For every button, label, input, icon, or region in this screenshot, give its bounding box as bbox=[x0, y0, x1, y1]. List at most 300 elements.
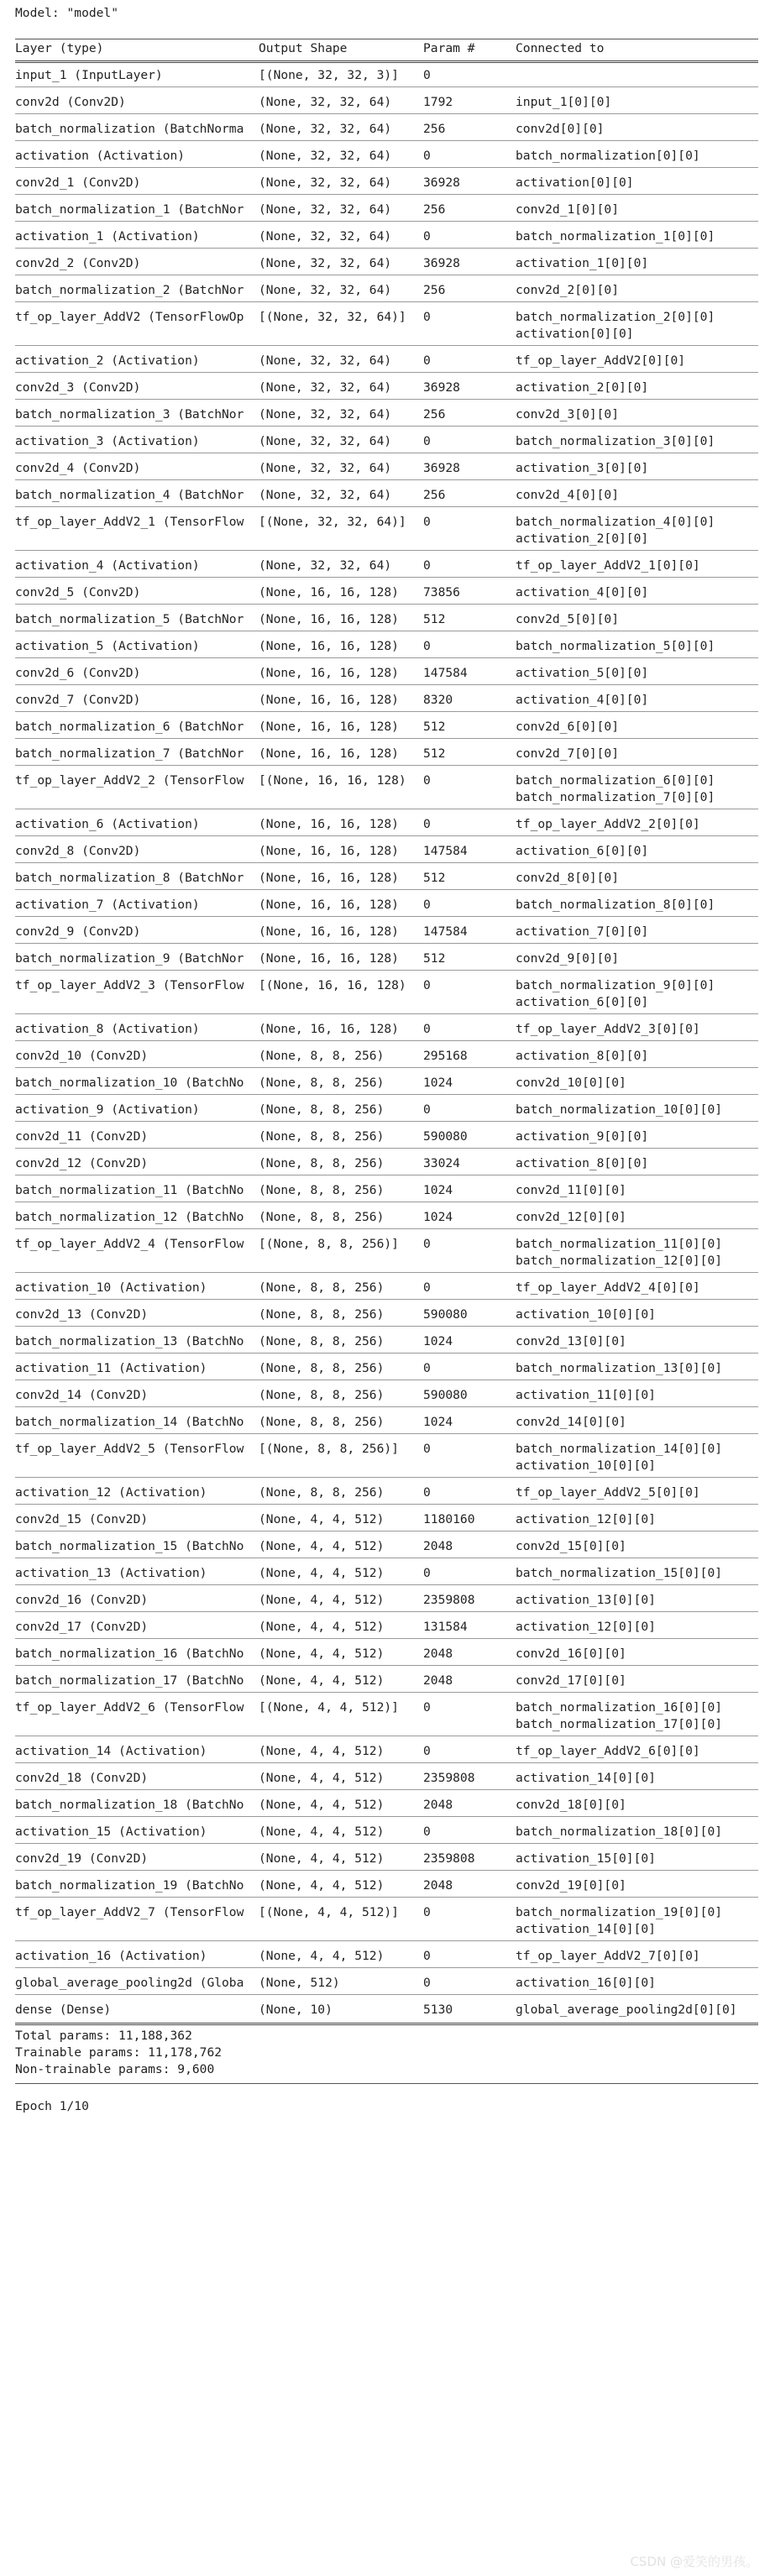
layer-name: conv2d_10 (Conv2D) bbox=[15, 1049, 149, 1063]
output-shape: (None, 16, 16, 128) bbox=[259, 639, 399, 653]
row-separator bbox=[15, 1665, 758, 1666]
layer-name: activation_1 (Activation) bbox=[15, 229, 200, 243]
layer-name: tf_op_layer_AddV2_5 (TensorFlow bbox=[15, 1442, 244, 1456]
layer-name: conv2d_13 (Conv2D) bbox=[15, 1307, 149, 1322]
param-count: 0 bbox=[423, 1442, 431, 1456]
connected-to: batch_normalization_17[0][0] bbox=[516, 1717, 723, 1731]
output-shape: (None, 32, 32, 64) bbox=[259, 202, 392, 217]
param-count: 8320 bbox=[423, 693, 453, 707]
output-shape: (None, 4, 4, 512) bbox=[259, 1647, 385, 1661]
param-count: 590080 bbox=[423, 1388, 468, 1402]
connected-to: tf_op_layer_AddV2_2[0][0] bbox=[516, 817, 700, 831]
row-separator bbox=[15, 86, 758, 87]
param-count: 0 bbox=[423, 1744, 431, 1758]
connected-to: conv2d_9[0][0] bbox=[516, 951, 620, 966]
param-count: 256 bbox=[423, 407, 446, 421]
connected-to: activation_14[0][0] bbox=[516, 1771, 656, 1785]
output-shape: (None, 16, 16, 128) bbox=[259, 898, 399, 912]
param-count: 2048 bbox=[423, 1539, 453, 1553]
row-separator bbox=[15, 1994, 758, 1995]
row-separator bbox=[15, 301, 758, 302]
layer-name: conv2d_6 (Conv2D) bbox=[15, 666, 141, 680]
row-separator bbox=[15, 835, 758, 836]
output-shape: (None, 4, 4, 512) bbox=[259, 1673, 385, 1688]
param-count: 2359808 bbox=[423, 1851, 475, 1866]
connected-to: activation_12[0][0] bbox=[516, 1620, 656, 1634]
output-shape: (None, 8, 8, 256) bbox=[259, 1102, 385, 1117]
connected-to: conv2d_6[0][0] bbox=[516, 720, 620, 734]
layer-name: activation_13 (Activation) bbox=[15, 1566, 207, 1580]
row-separator bbox=[15, 889, 758, 890]
row-separator bbox=[15, 1638, 758, 1639]
layer-name: conv2d_11 (Conv2D) bbox=[15, 1129, 149, 1144]
row-separator bbox=[15, 943, 758, 944]
row-separator bbox=[15, 194, 758, 195]
row-separator bbox=[15, 1611, 758, 1612]
layer-name: conv2d_12 (Conv2D) bbox=[15, 1156, 149, 1170]
layer-name: batch_normalization_15 (BatchNo bbox=[15, 1539, 244, 1553]
connected-to: conv2d_5[0][0] bbox=[516, 612, 620, 626]
output-shape: (None, 16, 16, 128) bbox=[259, 951, 399, 966]
output-shape: (None, 4, 4, 512) bbox=[259, 1620, 385, 1634]
output-shape: [(None, 16, 16, 128) bbox=[259, 773, 406, 788]
output-shape: (None, 8, 8, 256) bbox=[259, 1156, 385, 1170]
connected-to: conv2d_13[0][0] bbox=[516, 1334, 626, 1348]
connected-to: input_1[0][0] bbox=[516, 95, 612, 109]
layer-name: batch_normalization_9 (BatchNor bbox=[15, 951, 244, 966]
layer-name: batch_normalization_13 (BatchNo bbox=[15, 1334, 244, 1348]
layer-name: batch_normalization_7 (BatchNor bbox=[15, 746, 244, 761]
connected-to: activation[0][0] bbox=[516, 175, 634, 190]
output-shape: (None, 16, 16, 128) bbox=[259, 924, 399, 939]
connected-to: activation_4[0][0] bbox=[516, 585, 649, 599]
row-separator bbox=[15, 1584, 758, 1585]
output-shape: (None, 16, 16, 128) bbox=[259, 871, 399, 885]
layer-name: batch_normalization_17 (BatchNo bbox=[15, 1673, 244, 1688]
header-layer: Layer (type) bbox=[15, 41, 104, 55]
output-shape: (None, 32, 32, 64) bbox=[259, 95, 392, 109]
output-shape: (None, 8, 8, 256) bbox=[259, 1210, 385, 1224]
output-shape: (None, 32, 32, 64) bbox=[259, 283, 392, 297]
row-separator bbox=[15, 1967, 758, 1968]
output-shape: (None, 32, 32, 64) bbox=[259, 488, 392, 502]
output-shape: (None, 16, 16, 128) bbox=[259, 585, 399, 599]
row-separator bbox=[15, 684, 758, 685]
layer-name: tf_op_layer_AddV2_4 (TensorFlow bbox=[15, 1237, 244, 1251]
output-shape: (None, 16, 16, 128) bbox=[259, 844, 399, 858]
param-count: 512 bbox=[423, 612, 446, 626]
param-count: 0 bbox=[423, 1700, 431, 1715]
output-shape: (None, 8, 8, 256) bbox=[259, 1361, 385, 1375]
param-count: 512 bbox=[423, 720, 446, 734]
param-count: 131584 bbox=[423, 1620, 468, 1634]
output-shape: (None, 16, 16, 128) bbox=[259, 720, 399, 734]
output-shape: (None, 16, 16, 128) bbox=[259, 666, 399, 680]
output-shape: [(None, 8, 8, 256)] bbox=[259, 1237, 399, 1251]
param-count: 256 bbox=[423, 283, 446, 297]
row-separator bbox=[15, 1406, 758, 1407]
row-separator bbox=[15, 248, 758, 249]
connected-to: conv2d_12[0][0] bbox=[516, 1210, 626, 1224]
layer-name: conv2d_15 (Conv2D) bbox=[15, 1512, 149, 1526]
param-count: 0 bbox=[423, 1905, 431, 1919]
row-separator bbox=[15, 1762, 758, 1763]
row-separator bbox=[15, 372, 758, 373]
layer-name: tf_op_layer_AddV2_2 (TensorFlow bbox=[15, 773, 244, 788]
output-shape: [(None, 32, 32, 64)] bbox=[259, 310, 406, 324]
connected-to: batch_normalization_10[0][0] bbox=[516, 1102, 723, 1117]
total-params: Total params: 11,188,362 bbox=[15, 2029, 192, 2043]
layer-name: conv2d_3 (Conv2D) bbox=[15, 380, 141, 395]
connected-to: batch_normalization_19[0][0] bbox=[516, 1905, 723, 1919]
connected-to: tf_op_layer_AddV2_3[0][0] bbox=[516, 1022, 700, 1036]
param-count: 147584 bbox=[423, 666, 468, 680]
connected-to: activation_8[0][0] bbox=[516, 1049, 649, 1063]
output-shape: (None, 4, 4, 512) bbox=[259, 1851, 385, 1866]
connected-to: conv2d_19[0][0] bbox=[516, 1878, 626, 1893]
output-shape: (None, 512) bbox=[259, 1976, 340, 1990]
param-count: 2048 bbox=[423, 1878, 453, 1893]
param-count: 1024 bbox=[423, 1183, 453, 1197]
row-separator bbox=[15, 506, 758, 507]
row-separator bbox=[15, 113, 758, 114]
output-shape: [(None, 4, 4, 512)] bbox=[259, 1905, 399, 1919]
connected-to: activation_16[0][0] bbox=[516, 1976, 656, 1990]
row-separator bbox=[15, 765, 758, 766]
connected-to: conv2d_14[0][0] bbox=[516, 1415, 626, 1429]
param-count: 256 bbox=[423, 202, 446, 217]
connected-to: activation[0][0] bbox=[516, 327, 634, 341]
param-count: 36928 bbox=[423, 461, 460, 475]
row-separator bbox=[15, 1272, 758, 1273]
row-separator bbox=[15, 1870, 758, 1871]
layer-name: conv2d_5 (Conv2D) bbox=[15, 585, 141, 599]
param-count: 1024 bbox=[423, 1415, 453, 1429]
row-separator bbox=[15, 479, 758, 480]
layer-name: batch_normalization_1 (BatchNor bbox=[15, 202, 244, 217]
param-count: 0 bbox=[423, 558, 431, 573]
param-count: 0 bbox=[423, 898, 431, 912]
param-count: 36928 bbox=[423, 256, 460, 270]
connected-to: activation_10[0][0] bbox=[516, 1458, 656, 1473]
connected-to: batch_normalization_14[0][0] bbox=[516, 1442, 723, 1456]
output-shape: (None, 16, 16, 128) bbox=[259, 612, 399, 626]
row-separator bbox=[15, 1228, 758, 1229]
param-count: 0 bbox=[423, 68, 431, 82]
param-count: 1024 bbox=[423, 1334, 453, 1348]
param-count: 2048 bbox=[423, 1798, 453, 1812]
output-shape: [(None, 32, 32, 64)] bbox=[259, 515, 406, 529]
connected-to: batch_normalization_1[0][0] bbox=[516, 229, 715, 243]
connected-to: tf_op_layer_AddV2_6[0][0] bbox=[516, 1744, 700, 1758]
row-separator bbox=[15, 1897, 758, 1898]
param-count: 0 bbox=[423, 1361, 431, 1375]
connected-to: activation_10[0][0] bbox=[516, 1307, 656, 1322]
param-count: 0 bbox=[423, 515, 431, 529]
param-count: 256 bbox=[423, 122, 446, 136]
connected-to: conv2d_15[0][0] bbox=[516, 1539, 626, 1553]
row-separator bbox=[15, 657, 758, 658]
output-shape: (None, 10) bbox=[259, 2003, 333, 2017]
layer-name: conv2d_16 (Conv2D) bbox=[15, 1593, 149, 1607]
output-shape: (None, 4, 4, 512) bbox=[259, 1771, 385, 1785]
output-shape: [(None, 16, 16, 128) bbox=[259, 978, 406, 992]
layer-name: batch_normalization_8 (BatchNor bbox=[15, 871, 244, 885]
trainable-params: Trainable params: 11,178,762 bbox=[15, 2045, 223, 2060]
connected-to: tf_op_layer_AddV2_4[0][0] bbox=[516, 1280, 700, 1295]
connected-to: batch_normalization_3[0][0] bbox=[516, 434, 715, 448]
output-shape: (None, 16, 16, 128) bbox=[259, 746, 399, 761]
output-shape: (None, 8, 8, 256) bbox=[259, 1183, 385, 1197]
param-count: 36928 bbox=[423, 175, 460, 190]
param-count: 147584 bbox=[423, 844, 468, 858]
connected-to: batch_normalization_5[0][0] bbox=[516, 639, 715, 653]
row-separator bbox=[15, 221, 758, 222]
param-count: 0 bbox=[423, 434, 431, 448]
layer-name: activation_2 (Activation) bbox=[15, 353, 200, 368]
connected-to: conv2d_17[0][0] bbox=[516, 1673, 626, 1688]
connected-to: tf_op_layer_AddV2_1[0][0] bbox=[516, 558, 700, 573]
layer-name: input_1 (InputLayer) bbox=[15, 68, 163, 82]
layer-name: batch_normalization_6 (BatchNor bbox=[15, 720, 244, 734]
param-count: 295168 bbox=[423, 1049, 468, 1063]
row-separator bbox=[15, 345, 758, 346]
output-shape: (None, 32, 32, 64) bbox=[259, 256, 392, 270]
row-separator bbox=[15, 1692, 758, 1693]
connected-to: activation_5[0][0] bbox=[516, 666, 649, 680]
row-separator bbox=[15, 1477, 758, 1478]
layer-name: activation_15 (Activation) bbox=[15, 1825, 207, 1839]
connected-to: batch_normalization_4[0][0] bbox=[516, 515, 715, 529]
layer-name: activation (Activation) bbox=[15, 149, 186, 163]
layer-name: activation_11 (Activation) bbox=[15, 1361, 207, 1375]
param-count: 0 bbox=[423, 1949, 431, 1963]
layer-name: batch_normalization_14 (BatchNo bbox=[15, 1415, 244, 1429]
row-separator bbox=[15, 167, 758, 168]
connected-to: conv2d_16[0][0] bbox=[516, 1647, 626, 1661]
layer-name: batch_normalization_18 (BatchNo bbox=[15, 1798, 244, 1812]
row-separator bbox=[15, 738, 758, 739]
layer-name: conv2d_4 (Conv2D) bbox=[15, 461, 141, 475]
row-separator bbox=[15, 577, 758, 578]
row-separator bbox=[15, 970, 758, 971]
row-separator bbox=[15, 1940, 758, 1941]
output-shape: (None, 4, 4, 512) bbox=[259, 1878, 385, 1893]
output-shape: (None, 8, 8, 256) bbox=[259, 1307, 385, 1322]
output-shape: (None, 4, 4, 512) bbox=[259, 1539, 385, 1553]
model-title: Model: "model" bbox=[15, 6, 119, 20]
output-shape: (None, 32, 32, 64) bbox=[259, 229, 392, 243]
layer-name: batch_normalization_16 (BatchNo bbox=[15, 1647, 244, 1661]
layer-name: activation_8 (Activation) bbox=[15, 1022, 200, 1036]
connected-to: batch_normalization_8[0][0] bbox=[516, 898, 715, 912]
layer-name: activation_10 (Activation) bbox=[15, 1280, 207, 1295]
layer-name: global_average_pooling2d (Globa bbox=[15, 1976, 244, 1990]
output-shape: (None, 32, 32, 64) bbox=[259, 149, 392, 163]
connected-to: batch_normalization_13[0][0] bbox=[516, 1361, 723, 1375]
connected-to: activation_2[0][0] bbox=[516, 531, 649, 546]
row-separator bbox=[15, 916, 758, 917]
layer-name: batch_normalization_5 (BatchNor bbox=[15, 612, 244, 626]
connected-to: batch_normalization_2[0][0] bbox=[516, 310, 715, 324]
connected-to: conv2d[0][0] bbox=[516, 122, 605, 136]
row-separator bbox=[15, 550, 758, 551]
output-shape: (None, 8, 8, 256) bbox=[259, 1129, 385, 1144]
param-count: 0 bbox=[423, 773, 431, 788]
row-separator bbox=[15, 1040, 758, 1041]
connected-to: activation_15[0][0] bbox=[516, 1851, 656, 1866]
param-count: 0 bbox=[423, 1566, 431, 1580]
connected-to: conv2d_18[0][0] bbox=[516, 1798, 626, 1812]
connected-to: activation_4[0][0] bbox=[516, 693, 649, 707]
output-shape: [(None, 4, 4, 512)] bbox=[259, 1700, 399, 1715]
header-connected: Connected to bbox=[516, 41, 605, 55]
param-count: 0 bbox=[423, 978, 431, 992]
param-count: 1180160 bbox=[423, 1512, 475, 1526]
layer-name: batch_normalization_12 (BatchNo bbox=[15, 1210, 244, 1224]
param-count: 2359808 bbox=[423, 1771, 475, 1785]
connected-to: conv2d_7[0][0] bbox=[516, 746, 620, 761]
output-shape: (None, 8, 8, 256) bbox=[259, 1388, 385, 1402]
row-separator bbox=[15, 1067, 758, 1068]
row-separator bbox=[15, 1816, 758, 1817]
output-shape: (None, 16, 16, 128) bbox=[259, 693, 399, 707]
layer-name: batch_normalization_19 (BatchNo bbox=[15, 1878, 244, 1893]
connected-to: activation_1[0][0] bbox=[516, 256, 649, 270]
param-count: 1024 bbox=[423, 1210, 453, 1224]
connected-to: batch_normalization_18[0][0] bbox=[516, 1825, 723, 1839]
row-separator bbox=[15, 426, 758, 427]
param-count: 2359808 bbox=[423, 1593, 475, 1607]
connected-to: batch_normalization_9[0][0] bbox=[516, 978, 715, 992]
output-shape: (None, 32, 32, 64) bbox=[259, 175, 392, 190]
layer-name: conv2d_17 (Conv2D) bbox=[15, 1620, 149, 1634]
output-shape: (None, 16, 16, 128) bbox=[259, 817, 399, 831]
layer-name: activation_12 (Activation) bbox=[15, 1485, 207, 1500]
connected-to: conv2d_11[0][0] bbox=[516, 1183, 626, 1197]
row-separator bbox=[15, 1326, 758, 1327]
row-separator bbox=[15, 1121, 758, 1122]
connected-to: activation_11[0][0] bbox=[516, 1388, 656, 1402]
connected-to: activation_12[0][0] bbox=[516, 1512, 656, 1526]
connected-to: conv2d_10[0][0] bbox=[516, 1076, 626, 1090]
layer-name: activation_4 (Activation) bbox=[15, 558, 200, 573]
param-count: 256 bbox=[423, 488, 446, 502]
connected-to: activation_13[0][0] bbox=[516, 1593, 656, 1607]
connected-to: batch_normalization_11[0][0] bbox=[516, 1237, 723, 1251]
non-trainable-params: Non-trainable params: 9,600 bbox=[15, 2062, 215, 2076]
param-count: 0 bbox=[423, 1485, 431, 1500]
row-separator bbox=[15, 1789, 758, 1790]
layer-name: batch_normalization_10 (BatchNo bbox=[15, 1076, 244, 1090]
layer-name: conv2d_7 (Conv2D) bbox=[15, 693, 141, 707]
connected-to: batch_normalization_12[0][0] bbox=[516, 1254, 723, 1268]
layer-name: batch_normalization_3 (BatchNor bbox=[15, 407, 244, 421]
layer-name: conv2d_1 (Conv2D) bbox=[15, 175, 141, 190]
connected-to: batch_normalization_15[0][0] bbox=[516, 1566, 723, 1580]
connected-to: conv2d_2[0][0] bbox=[516, 283, 620, 297]
output-shape: (None, 4, 4, 512) bbox=[259, 1798, 385, 1812]
connected-to: tf_op_layer_AddV2_7[0][0] bbox=[516, 1949, 700, 1963]
output-shape: (None, 32, 32, 64) bbox=[259, 434, 392, 448]
param-count: 0 bbox=[423, 817, 431, 831]
param-count: 0 bbox=[423, 1825, 431, 1839]
layer-name: tf_op_layer_AddV2_6 (TensorFlow bbox=[15, 1700, 244, 1715]
output-shape: (None, 8, 8, 256) bbox=[259, 1049, 385, 1063]
connected-to: tf_op_layer_AddV2_5[0][0] bbox=[516, 1485, 700, 1500]
layer-name: tf_op_layer_AddV2_1 (TensorFlow bbox=[15, 515, 244, 529]
connected-to: batch_normalization[0][0] bbox=[516, 149, 700, 163]
layer-name: conv2d_2 (Conv2D) bbox=[15, 256, 141, 270]
layer-name: conv2d_18 (Conv2D) bbox=[15, 1771, 149, 1785]
row-separator bbox=[15, 399, 758, 400]
param-count: 0 bbox=[423, 639, 431, 653]
output-shape: (None, 32, 32, 64) bbox=[259, 353, 392, 368]
connected-to: batch_normalization_7[0][0] bbox=[516, 790, 715, 804]
layer-name: activation_7 (Activation) bbox=[15, 898, 200, 912]
layer-name: batch_normalization_4 (BatchNor bbox=[15, 488, 244, 502]
param-count: 0 bbox=[423, 310, 431, 324]
param-count: 2048 bbox=[423, 1673, 453, 1688]
output-shape: (None, 4, 4, 512) bbox=[259, 1744, 385, 1758]
layer-name: activation_3 (Activation) bbox=[15, 434, 200, 448]
row-separator bbox=[15, 1094, 758, 1095]
param-count: 512 bbox=[423, 746, 446, 761]
layer-name: conv2d_8 (Conv2D) bbox=[15, 844, 141, 858]
param-count: 36928 bbox=[423, 380, 460, 395]
output-shape: [(None, 8, 8, 256)] bbox=[259, 1442, 399, 1456]
row-separator bbox=[15, 1843, 758, 1844]
output-shape: (None, 32, 32, 64) bbox=[259, 558, 392, 573]
param-count: 512 bbox=[423, 871, 446, 885]
output-shape: (None, 4, 4, 512) bbox=[259, 1949, 385, 1963]
row-separator bbox=[15, 140, 758, 141]
connected-to: conv2d_1[0][0] bbox=[516, 202, 620, 217]
connected-to: activation_6[0][0] bbox=[516, 844, 649, 858]
output-shape: (None, 8, 8, 256) bbox=[259, 1076, 385, 1090]
connected-to: activation_2[0][0] bbox=[516, 380, 649, 395]
summary-rule bbox=[15, 2083, 758, 2084]
param-count: 0 bbox=[423, 1280, 431, 1295]
output-shape: (None, 8, 8, 256) bbox=[259, 1415, 385, 1429]
connected-to: conv2d_3[0][0] bbox=[516, 407, 620, 421]
watermark: CSDN @爱笑的男孩。 bbox=[630, 2554, 758, 2569]
layer-name: activation_9 (Activation) bbox=[15, 1102, 200, 1117]
param-count: 0 bbox=[423, 1102, 431, 1117]
connected-to: activation_8[0][0] bbox=[516, 1156, 649, 1170]
param-count: 590080 bbox=[423, 1129, 468, 1144]
param-count: 0 bbox=[423, 1976, 431, 1990]
header-output-shape: Output Shape bbox=[259, 41, 348, 55]
output-shape: (None, 8, 8, 256) bbox=[259, 1280, 385, 1295]
row-separator bbox=[15, 1433, 758, 1434]
output-shape: (None, 32, 32, 64) bbox=[259, 380, 392, 395]
param-count: 73856 bbox=[423, 585, 460, 599]
connected-to: conv2d_8[0][0] bbox=[516, 871, 620, 885]
output-shape: (None, 4, 4, 512) bbox=[259, 1593, 385, 1607]
header-param: Param # bbox=[423, 41, 475, 55]
output-shape: (None, 32, 32, 64) bbox=[259, 122, 392, 136]
output-shape: (None, 32, 32, 64) bbox=[259, 407, 392, 421]
row-separator bbox=[15, 1013, 758, 1014]
param-count: 0 bbox=[423, 1237, 431, 1251]
output-shape: (None, 4, 4, 512) bbox=[259, 1825, 385, 1839]
layer-name: activation_6 (Activation) bbox=[15, 817, 200, 831]
param-count: 147584 bbox=[423, 924, 468, 939]
layer-name: batch_normalization (BatchNorma bbox=[15, 122, 244, 136]
param-count: 2048 bbox=[423, 1647, 453, 1661]
layer-name: conv2d_19 (Conv2D) bbox=[15, 1851, 149, 1866]
